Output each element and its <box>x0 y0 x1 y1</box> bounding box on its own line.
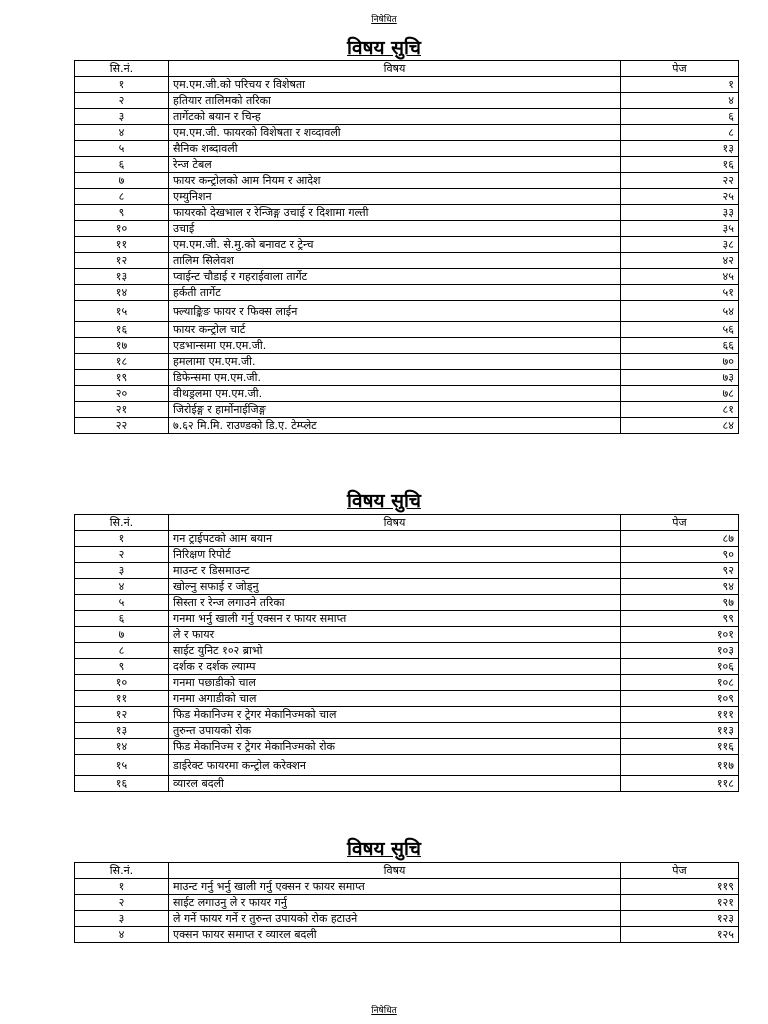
serial-number-cell: १३ <box>75 269 169 285</box>
serial-number-cell: ७ <box>75 627 169 643</box>
subject-cell: तार्गेटको बयान र चिन्ह <box>169 109 621 125</box>
page-number-cell: ११३ <box>621 723 739 739</box>
serial-number-cell: ४ <box>75 125 169 141</box>
subject-cell: सैनिक शब्दावली <box>169 141 621 157</box>
serial-number-cell: १७ <box>75 338 169 354</box>
page-number-cell: ५१ <box>621 285 739 301</box>
page-number-cell: ७० <box>621 354 739 370</box>
subject-cell: ले गर्ने फायर गर्ने र तुरुन्त उपायको रोक हटाउने <box>169 911 621 927</box>
subject-cell: फिड मेकानिज्म र ट्रेगर मेकानिज्मको चाल <box>169 707 621 723</box>
subject-cell: एम.एम.जी. फायरको विशेषता र शव्दावली <box>169 125 621 141</box>
table-row <box>75 643 739 659</box>
table-row <box>75 755 739 776</box>
serial-number-cell: १ <box>75 531 169 547</box>
page-number-cell: १२३ <box>621 911 739 927</box>
table-row <box>75 173 739 189</box>
subject-cell: व्यारल बदली <box>169 776 621 792</box>
serial-number-cell: १५ <box>75 301 169 322</box>
page-number-cell: ५४ <box>621 301 739 322</box>
table-row <box>75 157 739 173</box>
table-row <box>75 547 739 563</box>
table-row <box>75 911 739 927</box>
page-number-cell: ४५ <box>621 269 739 285</box>
page-number-cell: ८ <box>621 125 739 141</box>
table-row <box>75 141 739 157</box>
serial-number-cell: ४ <box>75 927 169 943</box>
table-row <box>75 269 739 285</box>
table-row <box>75 418 739 434</box>
column-header-page: पेज <box>621 515 739 531</box>
table-row <box>75 611 739 627</box>
serial-number-cell: ३ <box>75 109 169 125</box>
table-row <box>75 370 739 386</box>
serial-number-cell: ९ <box>75 659 169 675</box>
subject-cell: एक्सन फायर समाप्त र व्यारल बदली <box>169 927 621 943</box>
section-1-title: विषय सुचि <box>347 37 421 59</box>
table-header-row <box>75 61 739 77</box>
subject-cell: डाईरेक्ट फायरमा कन्ट्रोल करेक्शन <box>169 755 621 776</box>
serial-number-cell: १२ <box>75 253 169 269</box>
serial-number-cell: १३ <box>75 723 169 739</box>
table-row <box>75 879 739 895</box>
subject-cell: फिड मेकानिज्म र ट्रेगर मेकानिज्मको रोक <box>169 739 621 755</box>
page-number-cell: ११७ <box>621 755 739 776</box>
serial-number-cell: १० <box>75 675 169 691</box>
subject-cell: गनमा भर्नु खाली गर्नु एक्सन र फायर समाप्त <box>169 611 621 627</box>
serial-number-cell: ५ <box>75 595 169 611</box>
subject-cell: तुरुन्त उपायको रोक <box>169 723 621 739</box>
subject-cell: हतियार तालिमको तरिका <box>169 93 621 109</box>
footer-restricted-mark: निषेधित <box>371 1006 397 1016</box>
subject-cell: प्वाईन्ट चौडाई र गहराईवाला तार्गेट <box>169 269 621 285</box>
subject-cell: गनमा पछाडीको चाल <box>169 675 621 691</box>
page-number-cell: ७८ <box>621 386 739 402</box>
table-row <box>75 109 739 125</box>
subject-cell: गन ट्राईपटको आम बयान <box>169 531 621 547</box>
table-row <box>75 579 739 595</box>
page-number-cell: ११८ <box>621 776 739 792</box>
table-row <box>75 386 739 402</box>
subject-cell: रेन्ज टेबल <box>169 157 621 173</box>
page-number-cell: ९४ <box>621 579 739 595</box>
table-row <box>75 776 739 792</box>
page-number-cell: २२ <box>621 173 739 189</box>
column-header-page: पेज <box>621 61 739 77</box>
serial-number-cell: २२ <box>75 418 169 434</box>
table-row <box>75 895 739 911</box>
serial-number-cell: ३ <box>75 911 169 927</box>
column-header-serial: सि.नं. <box>75 515 169 531</box>
serial-number-cell: २ <box>75 547 169 563</box>
table-row <box>75 691 739 707</box>
page-number-cell: १०९ <box>621 691 739 707</box>
page-number-cell: ९० <box>621 547 739 563</box>
subject-cell: ७.६२ मि.मि. राउण्डको डि.ए. टेम्प्लेट <box>169 418 621 434</box>
serial-number-cell: ८ <box>75 643 169 659</box>
serial-number-cell: ९ <box>75 205 169 221</box>
serial-number-cell: ६ <box>75 611 169 627</box>
section-2-title: विषय सुचि <box>347 490 421 512</box>
subject-cell: उचाई <box>169 221 621 237</box>
page-number-cell: ११६ <box>621 739 739 755</box>
subject-cell: साईट युनिट १०२ ब्राभो <box>169 643 621 659</box>
table-header-row <box>75 515 739 531</box>
table-row <box>75 322 739 338</box>
table-row <box>75 675 739 691</box>
page-number-cell: ३३ <box>621 205 739 221</box>
serial-number-cell: ५ <box>75 141 169 157</box>
subject-cell: हमलामा एम.एम.जी. <box>169 354 621 370</box>
table-row <box>75 205 739 221</box>
subject-cell: एम.एम.जी.को परिचय र विशेषता <box>169 77 621 93</box>
column-header-serial: सि.नं. <box>75 863 169 879</box>
subject-cell: सिस्ता र रेन्ज लगाउने तरिका <box>169 595 621 611</box>
serial-number-cell: १४ <box>75 285 169 301</box>
subject-cell: फायर कन्ट्रोलको आम नियम र आदेश <box>169 173 621 189</box>
page-number-cell: १०६ <box>621 659 739 675</box>
table-row <box>75 595 739 611</box>
page-number-cell: ६ <box>621 109 739 125</box>
serial-number-cell: ७ <box>75 173 169 189</box>
table-row <box>75 563 739 579</box>
toc-table-1 <box>74 60 739 434</box>
table-row <box>75 707 739 723</box>
page-number-cell: १०१ <box>621 627 739 643</box>
serial-number-cell: ३ <box>75 563 169 579</box>
table-row <box>75 338 739 354</box>
table-row <box>75 354 739 370</box>
page-number-cell: १२१ <box>621 895 739 911</box>
subject-cell: माउन्ट गर्नु भर्नु खाली गर्नु एक्सन र फायर समाप्त <box>169 879 621 895</box>
page-number-cell: ९९ <box>621 611 739 627</box>
page-number-cell: २५ <box>621 189 739 205</box>
subject-cell: गनमा अगाडीको चाल <box>169 691 621 707</box>
subject-cell: निरिक्षण रिपोर्ट <box>169 547 621 563</box>
page-number-cell: १३ <box>621 141 739 157</box>
serial-number-cell: ६ <box>75 157 169 173</box>
subject-cell: हर्कती तार्गेट <box>169 285 621 301</box>
serial-number-cell: १४ <box>75 739 169 755</box>
table-row <box>75 301 739 322</box>
table-row <box>75 627 739 643</box>
serial-number-cell: २ <box>75 895 169 911</box>
page-number-cell: ५६ <box>621 322 739 338</box>
serial-number-cell: २० <box>75 386 169 402</box>
serial-number-cell: ४ <box>75 579 169 595</box>
subject-cell: जिरोईङ्ग र हार्मोनाईजिङ्ग <box>169 402 621 418</box>
serial-number-cell: १२ <box>75 707 169 723</box>
table-row <box>75 237 739 253</box>
table-row <box>75 927 739 943</box>
page-number-cell: ३८ <box>621 237 739 253</box>
serial-number-cell: १६ <box>75 322 169 338</box>
page-number-cell: १०३ <box>621 643 739 659</box>
serial-number-cell: १५ <box>75 755 169 776</box>
column-header-subject: विषय <box>169 515 621 531</box>
subject-cell: माउन्ट र डिसमाउन्ट <box>169 563 621 579</box>
subject-cell: डिफेन्समा एम.एम.जी. <box>169 370 621 386</box>
table-row <box>75 125 739 141</box>
subject-cell: खोल्नु सफाई र जोड्नु <box>169 579 621 595</box>
page-number-cell: ७३ <box>621 370 739 386</box>
table-row <box>75 77 739 93</box>
header-restricted-mark: निषेधित <box>371 15 397 25</box>
serial-number-cell: १९ <box>75 370 169 386</box>
column-header-serial: सि.नं. <box>75 61 169 77</box>
serial-number-cell: १० <box>75 221 169 237</box>
page-number-cell: १२५ <box>621 927 739 943</box>
page-number-cell: ४२ <box>621 253 739 269</box>
table-row <box>75 723 739 739</box>
table-row <box>75 93 739 109</box>
subject-cell: साईट लगाउनु ले र फायर गर्नु <box>169 895 621 911</box>
table-row <box>75 189 739 205</box>
serial-number-cell: ८ <box>75 189 169 205</box>
subject-cell: फायरको देखभाल र रेन्जिङ्ग उचाई र दिशामा गल्ती <box>169 205 621 221</box>
page-number-cell: ४ <box>621 93 739 109</box>
page-number-cell: ३५ <box>621 221 739 237</box>
column-header-subject: विषय <box>169 863 621 879</box>
section-3-title: विषय सुचि <box>347 838 421 860</box>
table-row <box>75 402 739 418</box>
toc-table-3 <box>74 862 739 943</box>
serial-number-cell: १ <box>75 77 169 93</box>
page-number-cell: ९७ <box>621 595 739 611</box>
column-header-page: पेज <box>621 863 739 879</box>
page-number-cell: ८७ <box>621 531 739 547</box>
page-number-cell: ८१ <box>621 402 739 418</box>
page-number-cell: ८४ <box>621 418 739 434</box>
page-number-cell: ११९ <box>621 879 739 895</box>
table-row <box>75 221 739 237</box>
subject-cell: वीथड्रलमा एम.एम.जी. <box>169 386 621 402</box>
serial-number-cell: १ <box>75 879 169 895</box>
table-header-row <box>75 863 739 879</box>
serial-number-cell: १६ <box>75 776 169 792</box>
page-number-cell: १०८ <box>621 675 739 691</box>
subject-cell: फ्ल्याङ्किङ फायर र फिक्स लाईन <box>169 301 621 322</box>
subject-cell: एडभान्समा एम.एम.जी. <box>169 338 621 354</box>
table-row <box>75 285 739 301</box>
toc-table-2 <box>74 514 739 792</box>
subject-cell: एम्युनिशन <box>169 189 621 205</box>
serial-number-cell: १८ <box>75 354 169 370</box>
page-number-cell: १११ <box>621 707 739 723</box>
page-number-cell: ९२ <box>621 563 739 579</box>
page-number-cell: १६ <box>621 157 739 173</box>
serial-number-cell: ११ <box>75 691 169 707</box>
subject-cell: एम.एम.जी. से.मु.को बनावट र ट्रेन्च <box>169 237 621 253</box>
page-number-cell: ६६ <box>621 338 739 354</box>
subject-cell: दर्शक र दर्शक ल्याम्प <box>169 659 621 675</box>
table-row <box>75 659 739 675</box>
subject-cell: ले र फायर <box>169 627 621 643</box>
subject-cell: फायर कन्ट्रोल चार्ट <box>169 322 621 338</box>
page-number-cell: १ <box>621 77 739 93</box>
table-row <box>75 253 739 269</box>
serial-number-cell: २ <box>75 93 169 109</box>
table-row <box>75 531 739 547</box>
serial-number-cell: २१ <box>75 402 169 418</box>
subject-cell: तालिम सिलेवश <box>169 253 621 269</box>
serial-number-cell: ११ <box>75 237 169 253</box>
table-row <box>75 739 739 755</box>
column-header-subject: विषय <box>169 61 621 77</box>
